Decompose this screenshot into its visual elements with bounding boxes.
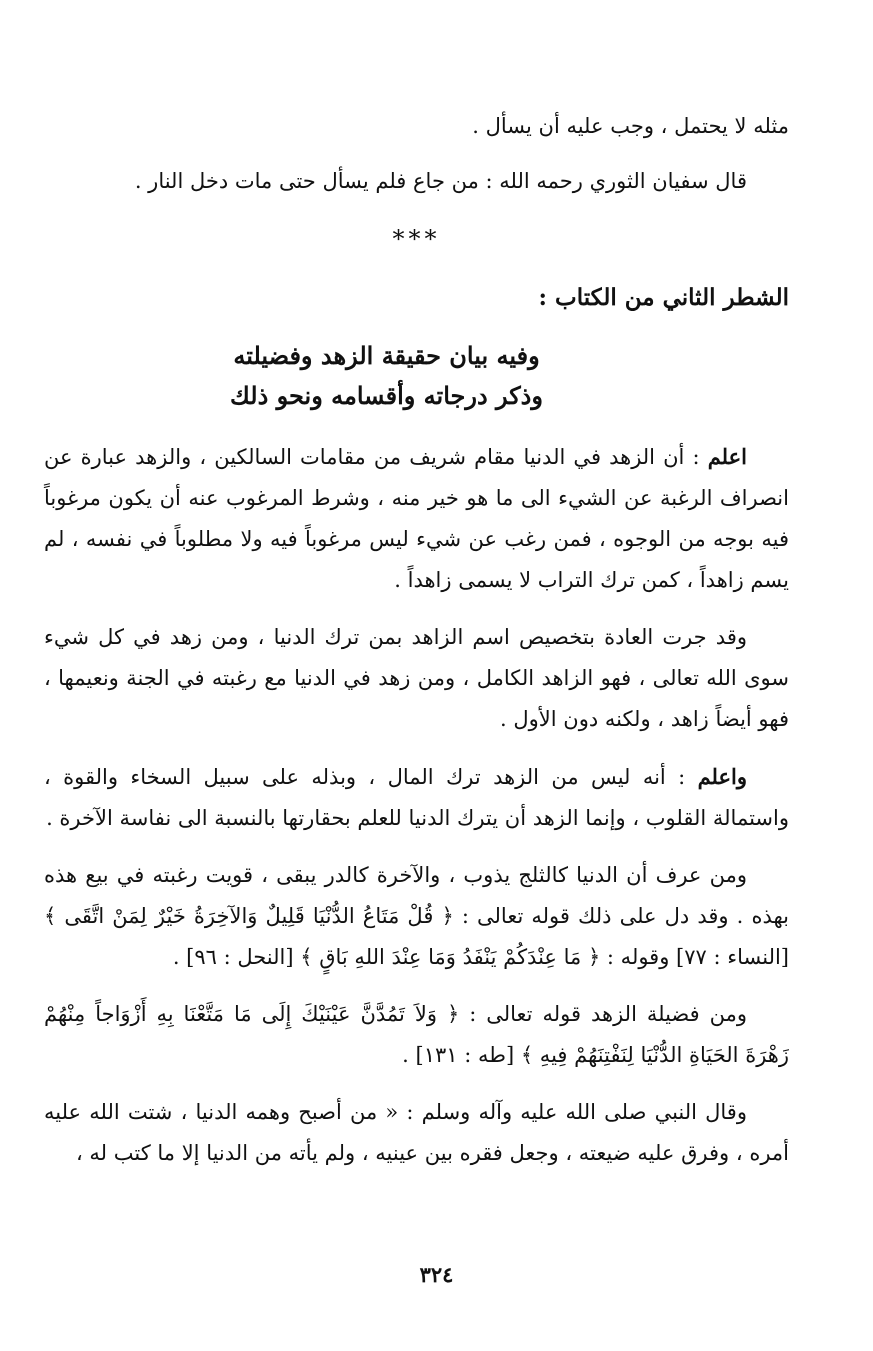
paragraph-text: : أنه ليس من الزهد ترك المال ، وبذله على سبيل السخاء والقوة ، واستمالة القلوب ، وإنما الزهد أن يترك الدنيا للعلم بحقارتها بالنسبة الى نفاسة الآخرة . <box>44 765 789 830</box>
chapter-subtitle-1: وفيه بيان حقيقة الزهد وفضيلته <box>233 341 540 370</box>
continued-line: مثله لا يحتمل ، وجب عليه أن يسأل . <box>472 114 789 138</box>
section-title: الشطر الثاني من الكتاب : <box>538 284 789 311</box>
paragraph-ice-pearl: ومن عرف أن الدنيا كالثلج يذوب ، والآخرة كالدر يبقى ، قويت رغبته في بيع هذه بهذه . وقد دل على ذلك قوله تعالى : ﴿ قُلْ مَتَاعُ الدُّنْيَا قَلِيلٌ وَالآخِرَةُ خَيْرٌ لِمَنْ اتَّقَى ﴾ [النساء : ٧٧] وقوله : ﴿ مَا عِنْدَكُمْ يَنْفَدُ وَمَا عِنْدَ اللهِ بَاقٍ ﴾ [النحل : ٩٦] . <box>44 863 789 969</box>
page-body <box>44 100 789 1174</box>
paragraph-wealth <box>44 756 789 839</box>
sufyan-quote: قال سفيان الثوري رحمه الله : من جاع فلم يسأل حتى مات دخل النار . <box>134 169 747 193</box>
paragraph-virtue: ومن فضيلة الزهد قوله تعالى : ﴿ وَلاَ تَمُدَّنَّ عَيْنَيْكَ إِلَى مَا مَتَّعْنَا بِهِ أَزْوَاجاً مِنْهُمْ زَهْرَةَ الحَيَاةِ الدُّنْيَا لِنَفْتِنَهُمْ فِيهِ ﴾ [طه : ١٣١] . <box>44 1002 789 1067</box>
keyword-ilam: اعلم <box>707 444 747 469</box>
keyword-wailam: واعلم <box>697 764 747 789</box>
page-number: ٣٢٤ <box>419 1262 454 1287</box>
paragraph-hadith: وقال النبي صلى الله عليه وآله وسلم : « من أصبح وهمه الدنيا ، شتت الله عليه أمره ، وفرق عليه ضيعته ، وجعل فقره بين عينيه ، ولم يأته من الدنيا إلا ما كتب له ، <box>44 1100 789 1165</box>
paragraph-custom: وقد جرت العادة بتخصيص اسم الزاهد بمن ترك الدنيا ، ومن زهد في كل شيء سوى الله تعالى ، فهو الزاهد الكامل ، ومن زهد في الدنيا مع رغبته في الجنة ونعيمها ، فهو أيضاً زاهد ، ولكنه دون الأول . <box>44 625 789 731</box>
paragraph-text: : أن الزهد في الدنيا مقام شريف من مقامات السالكين ، والزهد عبارة عن انصراف الرغبة عن الشيء الى ما هو خير منه ، وشرط المرغوب عنه أن يكون مرغوباً فيه بوجه من الوجوه ، فمن رغب عن شيء ليس مرغوباً فيه ولا مطلوباً في نفسه ، لم يسم زاهداً ، كمن ترك التراب لا يسمى زاهداً . <box>44 445 789 592</box>
paragraph-definition <box>44 436 789 601</box>
separator-stars: *** <box>392 225 441 253</box>
chapter-subtitle-2: وذكر درجاته وأقسامه ونحو ذلك <box>230 381 543 410</box>
